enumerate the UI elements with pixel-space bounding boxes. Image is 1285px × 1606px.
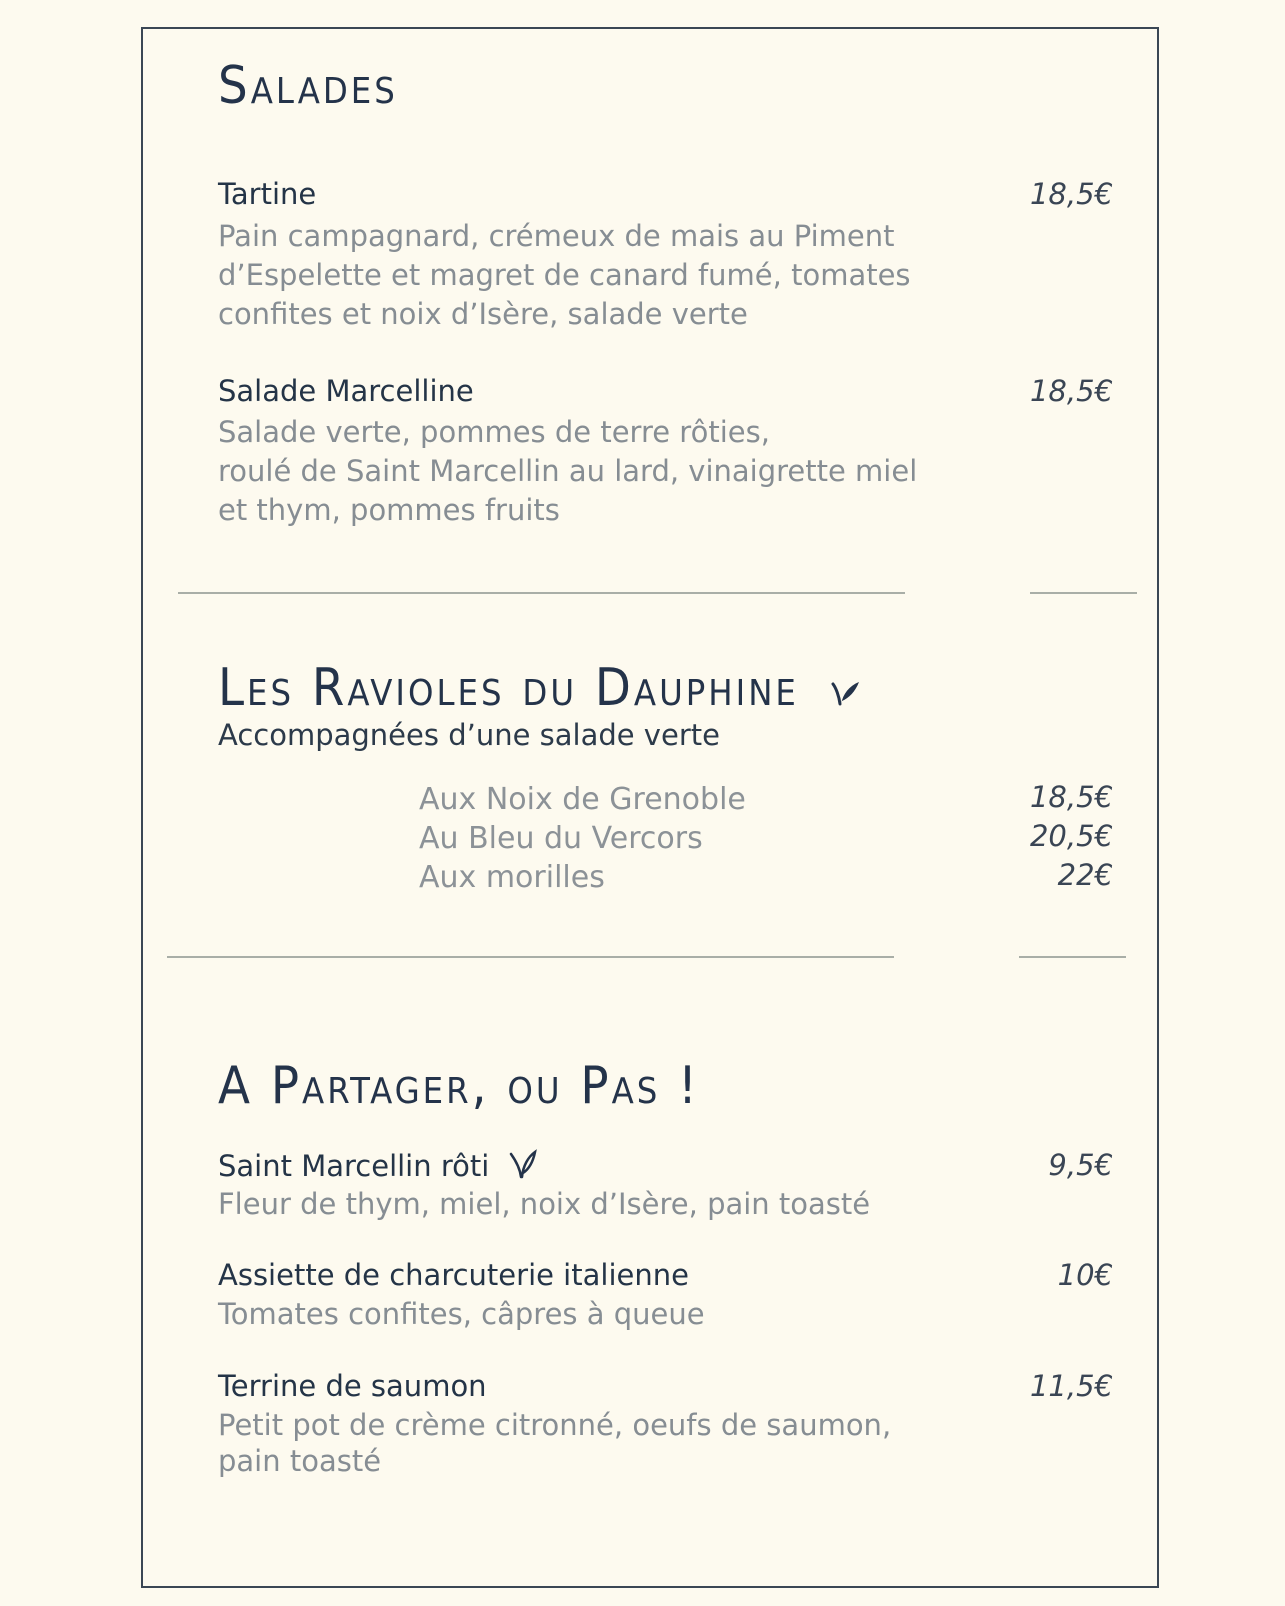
dish-price: 10€ [1057,1258,1113,1292]
dish-name: Tartine [218,177,317,211]
leaf-icon [831,665,861,717]
dish-description-line: d’Espelette et magret de canard fumé, tomates [218,258,911,292]
dish-name-text: Saint Marcellin rôti [218,1148,490,1183]
dish-price: 18,5€ [1029,374,1113,408]
dish-name [218,1148,537,1188]
divider-line [1019,956,1126,958]
section-subtitle: Accompagnées d’une salade verte [218,718,720,752]
section-title-ravioles [218,658,861,718]
dish-description-line: roulé de Saint Marcellin au lard, vinaigrette miel [218,454,918,488]
dish-description-line: Tomates confites, câpres à queue [218,1297,705,1331]
dish-description-line: et thym, pommes fruits [218,493,560,527]
divider-line [178,592,905,594]
variant-name: Au Bleu du Vercors [419,821,703,856]
dish-price: 9,5€ [1048,1148,1113,1182]
dish-name: Assiette de charcuterie italienne [218,1258,689,1292]
dish-name: Terrine de saumon [218,1369,487,1403]
dish-description-line: pain toasté [218,1444,382,1478]
dish-description-line: Fleur de thym, miel, noix d’Isère, pain toasté [218,1187,871,1221]
section-title-salades: Salades [218,56,398,116]
dish-price: 18,5€ [1029,177,1113,211]
divider-line [167,956,894,958]
dish-description-line: Pain campagnard, crémeux de mais au Piment [218,219,895,253]
variant-price: 20,5€ [1029,819,1113,853]
dish-description-line: Salade verte, pommes de terre rôties, [218,415,770,449]
dish-description-line: Petit pot de crème citronné, oeufs de saumon, [218,1408,892,1442]
variant-price: 18,5€ [1029,780,1113,814]
section-title-partager: A Partager, ou Pas ! [218,1056,700,1116]
dish-description-line: confites et noix d’Isère, salade verte [218,297,748,331]
divider-line [1030,592,1137,594]
variant-name: Aux morilles [419,860,605,895]
dish-name: Salade Marcelline [218,374,474,408]
variant-name: Aux Noix de Grenoble [419,782,746,817]
leaf-icon [509,1148,537,1188]
variant-price: 22€ [1057,858,1113,892]
dish-price: 11,5€ [1029,1369,1113,1403]
section-title-text: Les Ravioles du Dauphine [218,658,799,718]
